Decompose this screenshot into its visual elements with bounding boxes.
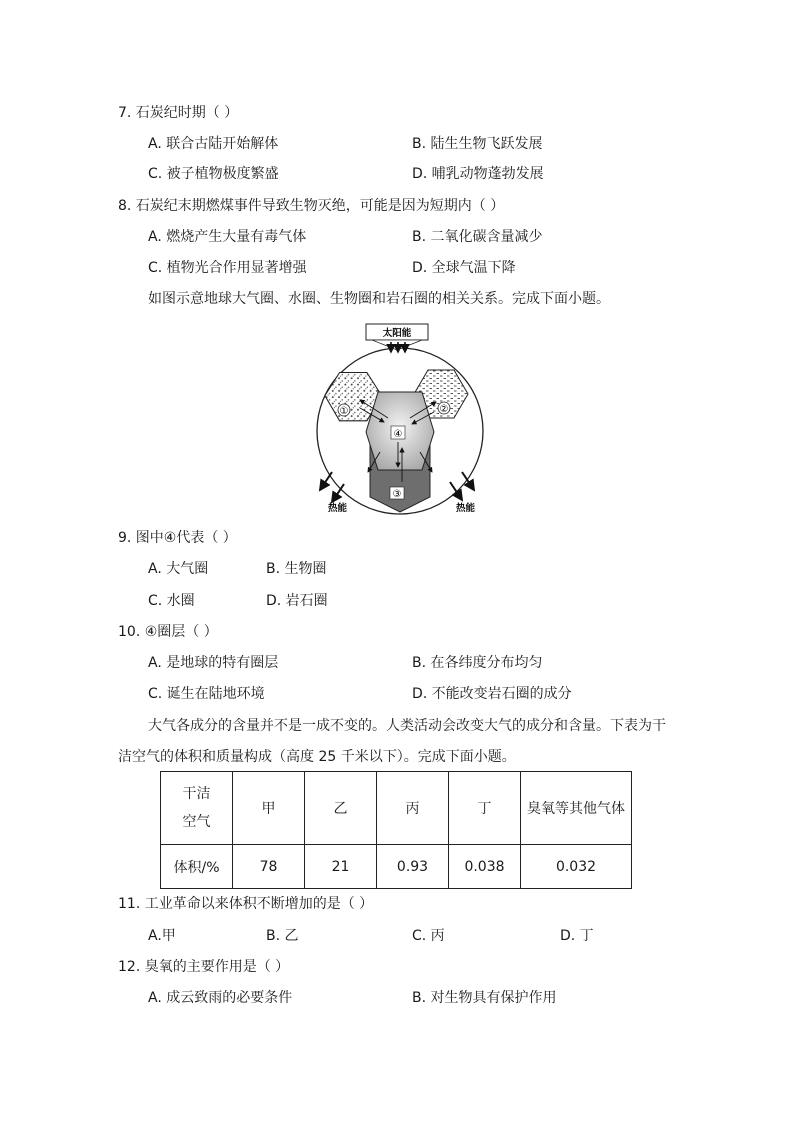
- q8-stem: 8. 石炭纪末期燃煤事件导致生物灭绝，可能是因为短期内（ ）: [118, 198, 505, 214]
- sun-energy-box: [366, 324, 428, 350]
- q10-option-a: A. 是地球的特有圈层: [148, 655, 279, 671]
- table-cell: 0.038: [449, 845, 521, 889]
- q10-stem: 10. ④圈层（ ）: [118, 624, 218, 640]
- table-cell: 78: [233, 845, 305, 889]
- table-header-cell: 甲: [233, 772, 305, 845]
- q8-option-b: B. 二氧化碳含量减少: [412, 229, 543, 245]
- intro-paragraph-atmosphere-line2: 洁空气的体积和质量构成（高度 25 千米以下）。完成下面小题。: [118, 749, 516, 765]
- sphere-4-number: ④: [393, 429, 403, 440]
- q10-option-b: B. 在各纬度分布均匀: [412, 655, 543, 671]
- q11-option-c: C. 丙: [412, 928, 445, 944]
- table-corner-line1: 干洁: [182, 786, 211, 802]
- table-cell: 0.93: [377, 845, 449, 889]
- q12-option-b: B. 对生物具有保护作用: [412, 990, 557, 1006]
- q9-option-b: B. 生物圈: [266, 561, 327, 577]
- sphere-3-number: ③: [392, 489, 402, 500]
- q9-option-c: C. 水圈: [148, 593, 195, 609]
- q11-option-a: A.甲: [148, 928, 176, 944]
- table-header-cell: 乙: [305, 772, 377, 845]
- q9-option-d: D. 岩石圈: [266, 593, 328, 609]
- q12-option-a: A. 成云致雨的必要条件: [148, 990, 293, 1006]
- table-corner-line2: 空气: [182, 814, 211, 830]
- dry-air-composition-table: [160, 771, 632, 889]
- q7-option-d: D. 哺乳动物蓬勃发展: [412, 166, 544, 182]
- table-header-cell: 臭氧等其他气体: [521, 772, 632, 845]
- heat-arrows-left: [320, 472, 344, 502]
- q9-option-a: A. 大气圈: [148, 561, 209, 577]
- table-header-cell: 丙: [377, 772, 449, 845]
- intro-paragraph-atmosphere-line1: 大气各成分的含量并不是一成不变的。人类活动会改变大气的成分和含量。下表为干: [148, 718, 666, 734]
- table-header-row: [161, 772, 632, 845]
- q7-option-a: A. 联合古陆开始解体: [148, 136, 279, 152]
- q7-option-c: C. 被子植物极度繁盛: [148, 166, 279, 182]
- q10-option-d: D. 不能改变岩石圈的成分: [412, 686, 572, 702]
- heat-label-left: 热能: [328, 503, 348, 514]
- table-cell: 21: [305, 845, 377, 889]
- sphere-2-number: ②: [439, 404, 449, 415]
- q12-stem: 12. 臭氧的主要作用是（ ）: [118, 959, 290, 975]
- earth-spheres-diagram: [310, 322, 490, 517]
- sphere-1-number: ①: [339, 406, 349, 417]
- table-corner-cell: [161, 772, 233, 845]
- intro-paragraph-spheres: 如图示意地球大气圈、水圈、生物圈和岩石圈的相关关系。完成下面小题。: [148, 291, 610, 307]
- sun-energy-label: 太阳能: [382, 328, 412, 339]
- table-row-label: 体积/%: [161, 845, 233, 889]
- q11-option-b: B. 乙: [266, 928, 299, 944]
- q8-option-a: A. 燃烧产生大量有毒气体: [148, 229, 307, 245]
- q8-option-d: D. 全球气温下降: [412, 260, 516, 276]
- q11-stem: 11. 工业革命以来体积不断增加的是（ ）: [118, 896, 374, 912]
- table-cell: 0.032: [521, 845, 632, 889]
- q11-option-d: D. 丁: [560, 928, 594, 944]
- q7-option-b: B. 陆生生物飞跃发展: [412, 136, 543, 152]
- heat-label-right: 热能: [456, 503, 476, 514]
- q10-option-c: C. 诞生在陆地环境: [148, 686, 265, 702]
- table-header-cell: 丁: [449, 772, 521, 845]
- q9-stem: 9. 图中④代表（ ）: [118, 530, 237, 546]
- table-row: [161, 845, 632, 889]
- q8-option-c: C. 植物光合作用显著增强: [148, 260, 307, 276]
- q7-stem: 7. 石炭纪时期（ ）: [118, 105, 239, 121]
